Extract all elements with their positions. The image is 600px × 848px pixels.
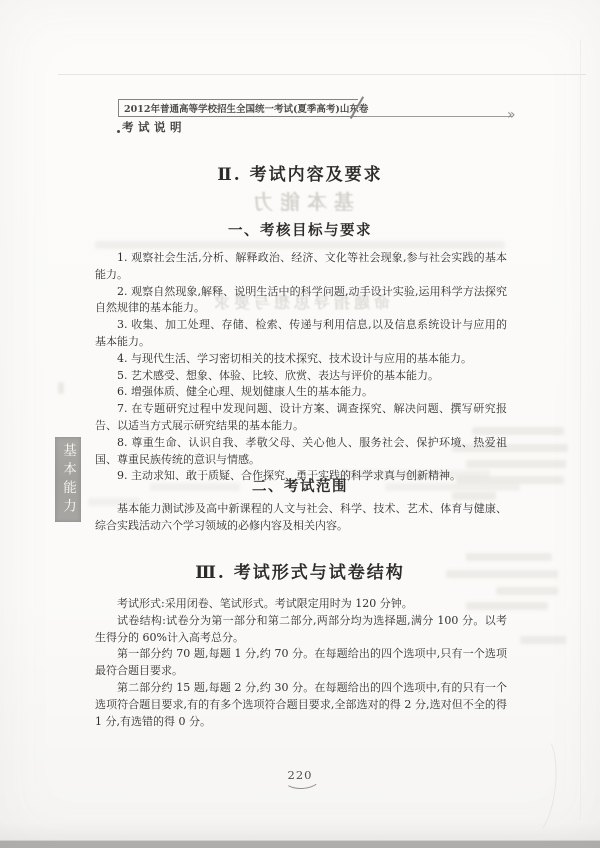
format-paragraph: 考试形式:采用闭卷、笔试形式。考试限定用时为 120 分钟。 <box>117 597 413 610</box>
page-top-edge-line <box>58 74 586 75</box>
side-tab-subject-label: 基本能力 <box>55 437 81 522</box>
section-heading-format: Ⅲ. 考试形式与试卷结构 <box>195 563 405 583</box>
goal-item: 2. 观察自然现象,解释、说明生活中的科学问题,动手设计实验,运用科学方法探究自然规律的基本能力。 <box>95 284 507 315</box>
goal-item: 6. 增强体质、健全心理、规划健康人生的基本能力。 <box>117 385 373 399</box>
page-number: 220 <box>287 768 313 782</box>
goal-item: 3. 收集、加工处理、存储、检索、传递与利用信息,以及信息系统设计与应用的基本能力。 <box>95 318 507 348</box>
scope-paragraph: 基本能力测试涉及高中新课程的人文与社会、科学、技术、艺术、体育与健康、综合实践活动六个学习领域的必修内容及相关内容。 <box>95 502 507 532</box>
header-exam-title-box <box>118 99 369 117</box>
section-heading-scope: 二、考试范围 <box>252 478 348 495</box>
goals-list <box>95 250 507 485</box>
format-paragraphs <box>95 596 507 730</box>
header-rule-line <box>357 116 513 117</box>
scan-crease-bottom-right <box>511 731 562 839</box>
bleedthrough-smudge <box>58 382 64 394</box>
format-paragraph: 第一部分约 70 题,每题 1 分,约 70 分。在每题给出的四个选项中,只有一个选项最符合题目要求。 <box>95 647 507 678</box>
goal-item: 9. 主动求知、敢于质疑、合作探究、勇于实践的科学求真与创新精神。 <box>117 469 461 483</box>
bleedthrough-smudge <box>95 241 505 249</box>
goal-item: 5. 艺术感受、想象、体验、比较、欣赏、表达与评价的基本能力。 <box>117 368 439 382</box>
double-chevron-right-icon: » <box>507 107 516 123</box>
header-stray-dot <box>117 130 120 133</box>
doc-title: 考试说明 <box>122 120 186 134</box>
main-section-title: Ⅱ. 考试内容及要求 <box>217 165 383 185</box>
goal-item: 4. 与现代生活、学习密切相关的技术探究、技术设计与应用的基本能力。 <box>117 351 472 365</box>
goal-item: 8. 尊重生命、认识自我、孝敬父母、关心他人、服务社会、保护环境、热爱祖国、尊重民族传统的意识与情感。 <box>95 435 507 466</box>
goal-item: 1. 观察社会生活,分析、解释政治、经济、文化等社会现象,参与社会实践的基本能力。 <box>95 251 507 281</box>
bleedthrough-heading-echo: 命题指导思想与要求 <box>210 293 391 312</box>
goal-item: 7. 在专题研究过程中发现问题、设计方案、调查探究、解决问题、撰写研究报告、以适当方式展示研究结果的基本能力。 <box>95 402 507 432</box>
page-number-arc-decoration <box>284 769 321 790</box>
format-paragraph: 第二部分约 15 题,每题 2 分,约 30 分。在每题给出的四个选项中,有的只有一个选项符合题目要求,有的有多个选项符合题目要求,全部选对的得 2 分,选对但不全的得 1 分,有选错的得 0 分。 <box>95 680 507 728</box>
scope-paragraphs <box>95 501 507 535</box>
bleedthrough-title-echo: 基本能力 <box>246 190 354 214</box>
scan-bottom-edge <box>0 840 600 848</box>
format-paragraph: 试卷结构:试卷分为第一部分和第二部分,两部分均为选择题,满分 100 分。以考生得分的 60%计入高考总分。 <box>95 613 507 644</box>
scan-crease-right <box>580 40 581 820</box>
bleedthrough-smudge <box>496 587 558 595</box>
header-exam-title: 2012年普通高等学校招生全国统一考试(夏季高考)山东卷 <box>124 104 369 115</box>
bleedthrough-smudge <box>520 636 566 644</box>
section-heading-goals: 一、考核目标与要求 <box>228 222 372 239</box>
